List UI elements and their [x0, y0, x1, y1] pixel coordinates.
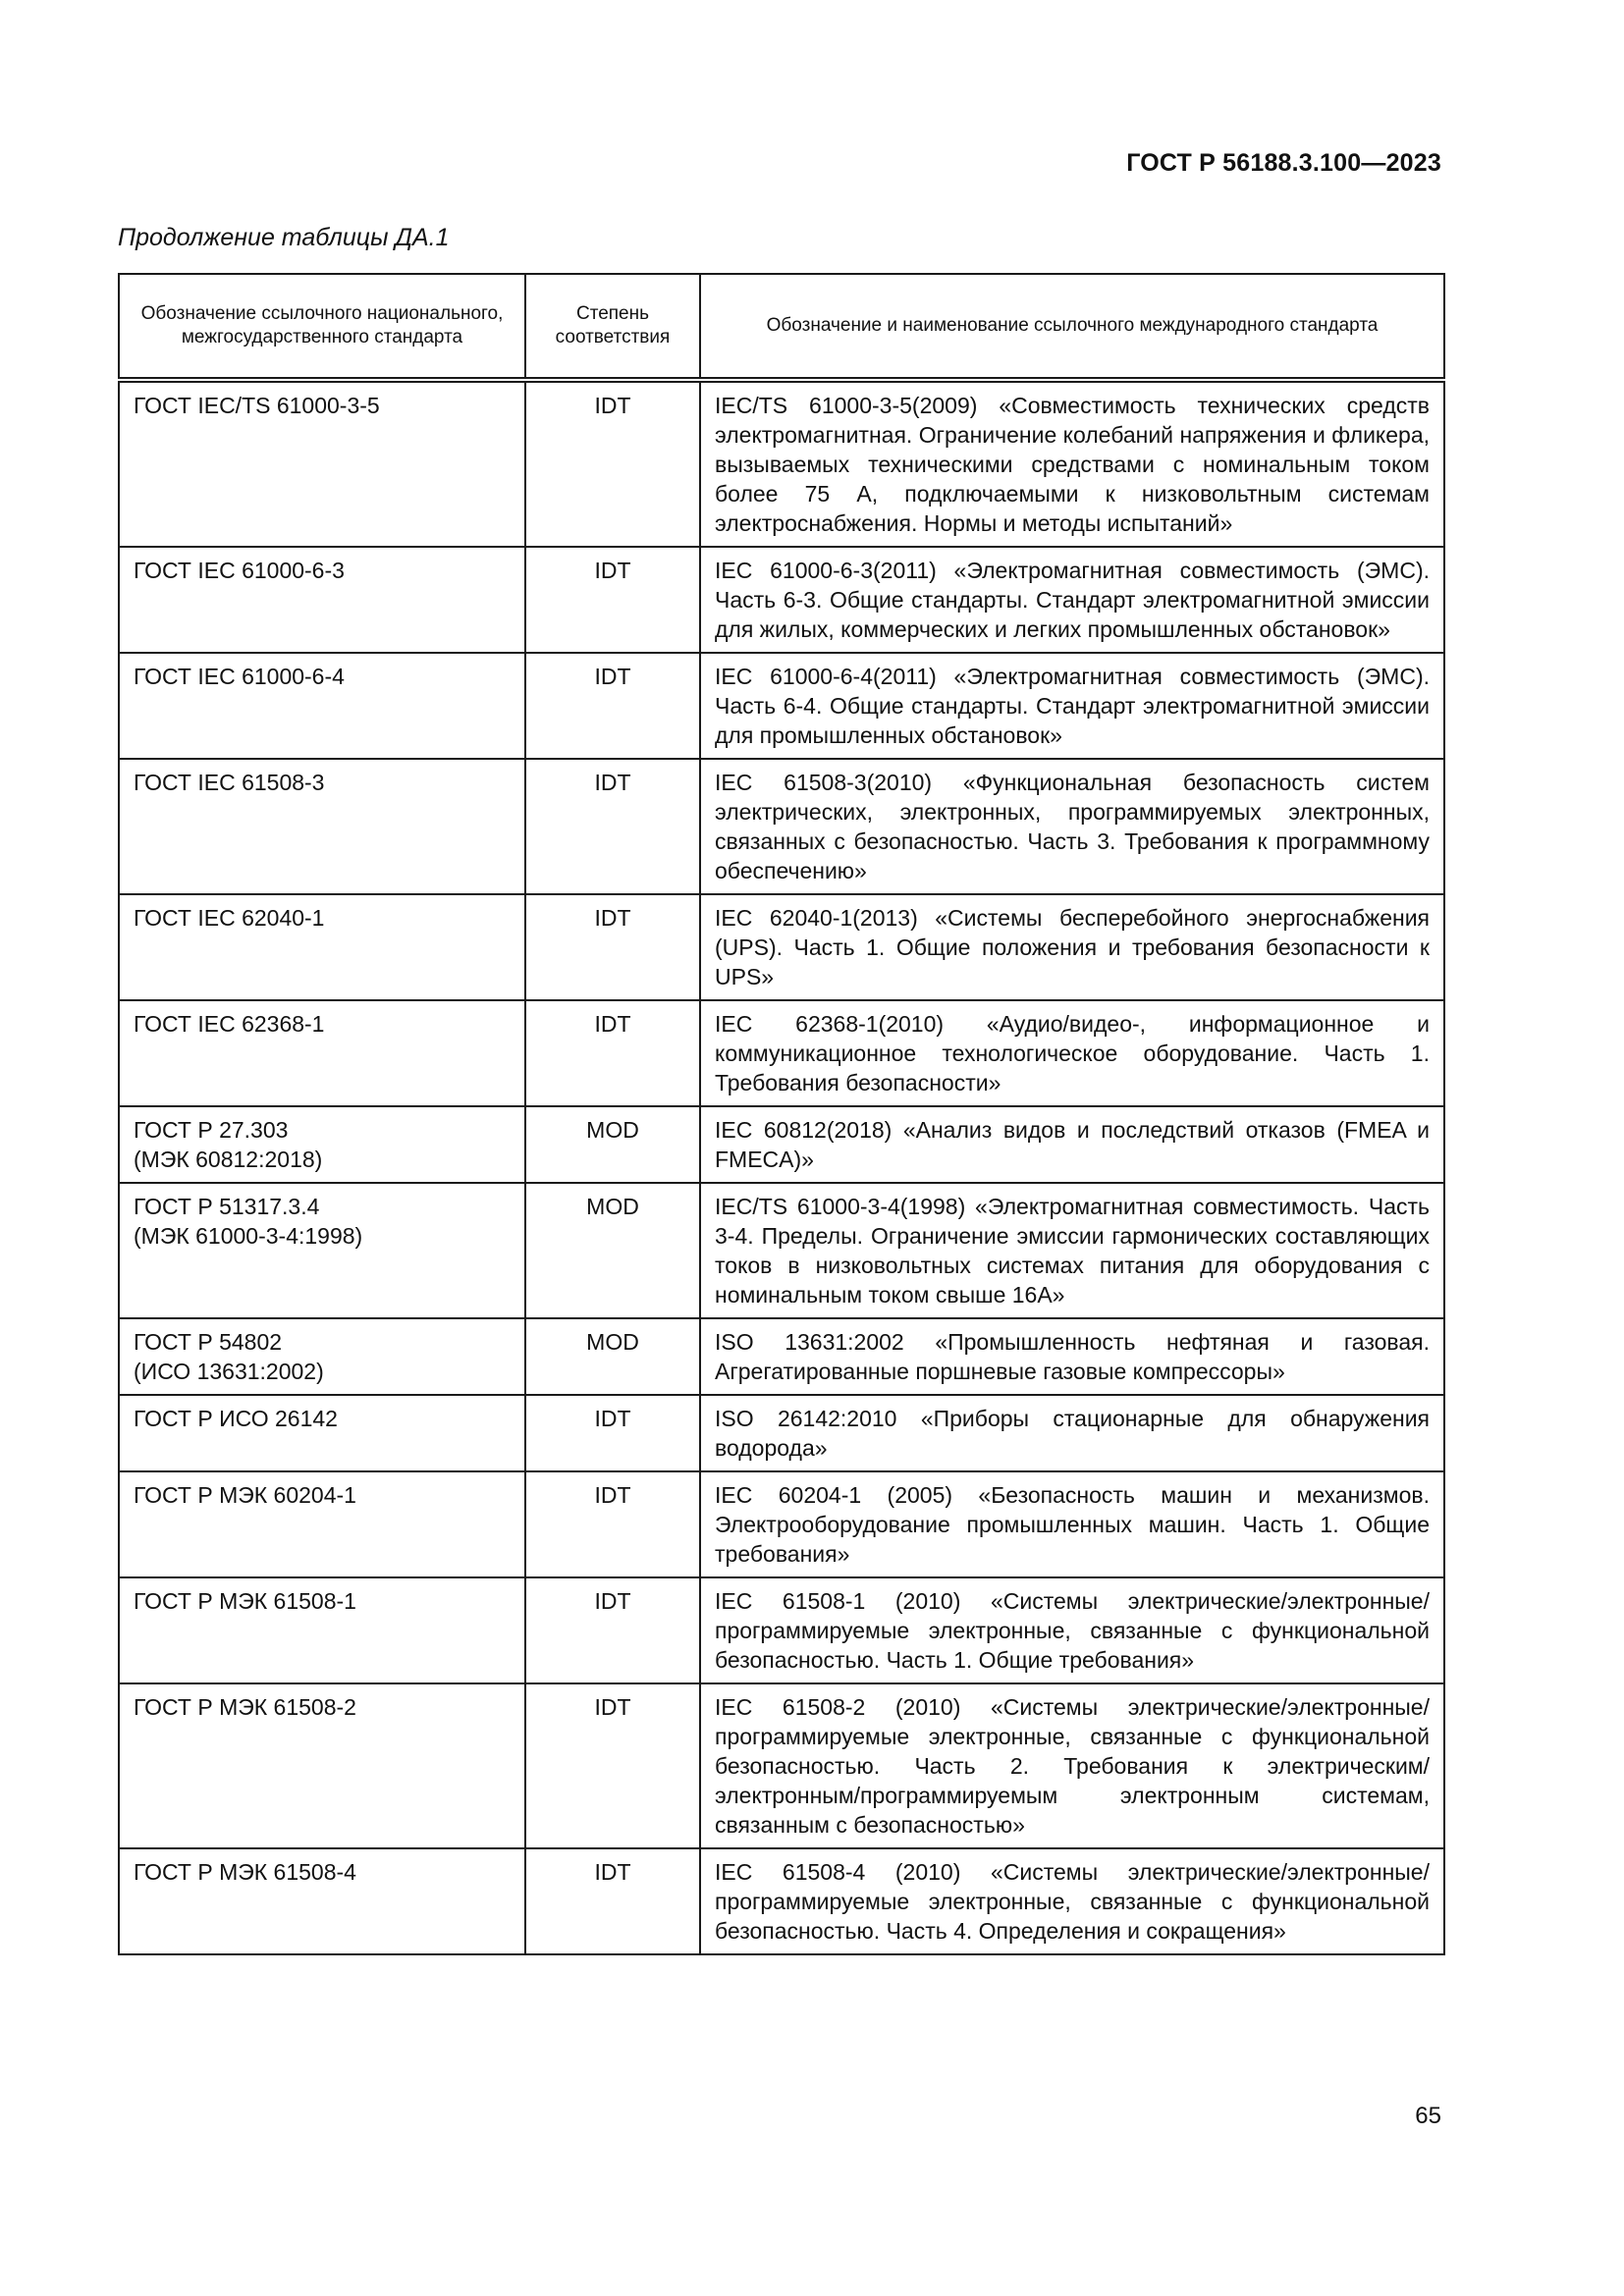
national-standard-code: ГОСТ Р ИСО 26142 [134, 1406, 338, 1431]
conformity-degree-cell: MOD [525, 1318, 700, 1395]
table-row [119, 894, 1444, 1000]
national-standard-code: ГОСТ Р 51317.3.4 [134, 1194, 320, 1219]
conformity-degree-cell: IDT [525, 1848, 700, 1954]
national-standard-note: (МЭК 60812:2018) [134, 1147, 323, 1172]
national-standard-cell [119, 1848, 525, 1954]
national-standard-note: (ИСО 13631:2002) [134, 1359, 324, 1384]
national-standard-code: ГОСТ Р МЭК 61508-2 [134, 1694, 356, 1720]
table-row [119, 1683, 1444, 1848]
table-body [119, 380, 1444, 1954]
national-standard-code: ГОСТ Р 54802 [134, 1329, 283, 1355]
table-row [119, 1000, 1444, 1106]
international-standard-cell: IEC 61508-3(2010) «Функциональная безопасность систем электрических, электронных, программируемых электронных, связанных с безопасностью. Часть 3. Требования к программному обеспечению» [700, 759, 1444, 894]
national-standard-cell [119, 1395, 525, 1471]
column-header-national: Обозначение ссылочного национального, межгосударственного стандарта [119, 274, 525, 380]
table-row [119, 1577, 1444, 1683]
national-standard-cell [119, 653, 525, 759]
table-row [119, 1471, 1444, 1577]
national-standard-code: ГОСТ IEC 61000-6-4 [134, 664, 345, 689]
conformity-degree-cell: IDT [525, 1000, 700, 1106]
national-standard-cell [119, 380, 525, 547]
column-header-degree: Степень соответствия [525, 274, 700, 380]
conformity-degree-cell: IDT [525, 1471, 700, 1577]
international-standard-cell: IEC 61000-6-3(2011) «Электромагнитная совместимость (ЭМС). Часть 6-3. Общие стандарты. Стандарт электромагнитной эмиссии для жилых, коммерческих и легких промышленных обстановок» [700, 547, 1444, 653]
conformity-degree-cell: IDT [525, 1395, 700, 1471]
national-standard-cell [119, 547, 525, 653]
national-standard-cell [119, 894, 525, 1000]
national-standard-code: ГОСТ IEC 61508-3 [134, 770, 325, 795]
national-standard-code: ГОСТ IEC 61000-6-3 [134, 558, 345, 583]
international-standard-cell: IEC 62368-1(2010) «Аудио/видео-, информационное и коммуникационное технологическое оборудование. Часть 1. Требования безопасности» [700, 1000, 1444, 1106]
national-standard-code: ГОСТ Р МЭК 60204-1 [134, 1482, 356, 1508]
conformity-degree-cell: IDT [525, 380, 700, 547]
national-standard-cell [119, 1683, 525, 1848]
table-header-row [119, 274, 1444, 380]
table-caption: Продолжение таблицы ДА.1 [118, 224, 450, 251]
conformity-degree-cell: IDT [525, 547, 700, 653]
national-standard-code: ГОСТ Р МЭК 61508-1 [134, 1588, 356, 1614]
international-standard-cell: IEC/TS 61000-3-4(1998) «Электромагнитная совместимость. Часть 3-4. Пределы. Ограничение эмиссии гармонических составляющих токов в низковольтных системах питания для оборудования с номинальным током свыше 16А» [700, 1183, 1444, 1318]
national-standard-cell [119, 1000, 525, 1106]
table-row [119, 1106, 1444, 1183]
reference-standards-table [118, 273, 1445, 1955]
national-standard-cell [119, 1318, 525, 1395]
international-standard-cell: ISO 13631:2002 «Промышленность нефтяная и газовая. Агрегатированные поршневые газовые компрессоры» [700, 1318, 1444, 1395]
conformity-degree-cell: MOD [525, 1106, 700, 1183]
table-row [119, 1395, 1444, 1471]
international-standard-cell: IEC 60204-1 (2005) «Безопасность машин и механизмов. Электрооборудование промышленных машин. Часть 1. Общие требования» [700, 1471, 1444, 1577]
conformity-degree-cell: IDT [525, 759, 700, 894]
page-number: 65 [1415, 2103, 1441, 2129]
international-standard-cell: IEC 61508-2 (2010) «Системы электрические/электронные/программируемые электронные, связанные с функциональной безопасностью. Часть 2. Требования к электрическим/электронным/программируемым электронным системам, связанным с безопасностью» [700, 1683, 1444, 1848]
international-standard-cell: IEC 62040-1(2013) «Системы бесперебойного энергоснабжения (UPS). Часть 1. Общие положения и требования безопасности к UPS» [700, 894, 1444, 1000]
document-code: ГОСТ Р 56188.3.100—2023 [1126, 149, 1441, 177]
conformity-degree-cell: IDT [525, 653, 700, 759]
table-row [119, 653, 1444, 759]
national-standard-code: ГОСТ IEC 62040-1 [134, 905, 325, 931]
national-standard-note: (МЭК 61000-3-4:1998) [134, 1223, 363, 1249]
national-standard-cell [119, 759, 525, 894]
national-standard-code: ГОСТ Р 27.303 [134, 1117, 289, 1143]
table-row [119, 1183, 1444, 1318]
table-row [119, 1318, 1444, 1395]
international-standard-cell: IEC 61508-4 (2010) «Системы электрические/электронные/программируемые электронные, связанные с функциональной безопасностью. Часть 4. Определения и сокращения» [700, 1848, 1444, 1954]
table-row [119, 547, 1444, 653]
national-standard-cell [119, 1577, 525, 1683]
national-standard-code: ГОСТ Р МЭК 61508-4 [134, 1859, 356, 1885]
international-standard-cell: ISO 26142:2010 «Приборы стационарные для обнаружения водорода» [700, 1395, 1444, 1471]
international-standard-cell: IEC 61000-6-4(2011) «Электромагнитная совместимость (ЭМС). Часть 6-4. Общие стандарты. Стандарт электромагнитной эмиссии для промышленных обстановок» [700, 653, 1444, 759]
national-standard-cell [119, 1183, 525, 1318]
national-standard-code: ГОСТ IEC 62368-1 [134, 1011, 325, 1037]
table-row [119, 380, 1444, 547]
conformity-degree-cell: IDT [525, 894, 700, 1000]
national-standard-code: ГОСТ IEC/TS 61000-3-5 [134, 393, 380, 418]
conformity-degree-cell: IDT [525, 1683, 700, 1848]
conformity-degree-cell: MOD [525, 1183, 700, 1318]
national-standard-cell [119, 1471, 525, 1577]
international-standard-cell: IEC 61508-1 (2010) «Системы электрические/электронные/программируемые электронные, связанные с функциональной безопасностью. Часть 1. Общие требования» [700, 1577, 1444, 1683]
table-row [119, 1848, 1444, 1954]
table-row [119, 759, 1444, 894]
column-header-international: Обозначение и наименование ссылочного международного стандарта [700, 274, 1444, 380]
international-standard-cell: IEC/TS 61000-3-5(2009) «Совместимость технических средств электромагнитная. Ограничение колебаний напряжения и фликера, вызываемых техническими средствами с номинальным током более 75 А, подключаемыми к низковольтным системам электроснабжения. Нормы и методы испытаний» [700, 380, 1444, 547]
conformity-degree-cell: IDT [525, 1577, 700, 1683]
national-standard-cell [119, 1106, 525, 1183]
international-standard-cell: IEC 60812(2018) «Анализ видов и последствий отказов (FMEA и FMECA)» [700, 1106, 1444, 1183]
